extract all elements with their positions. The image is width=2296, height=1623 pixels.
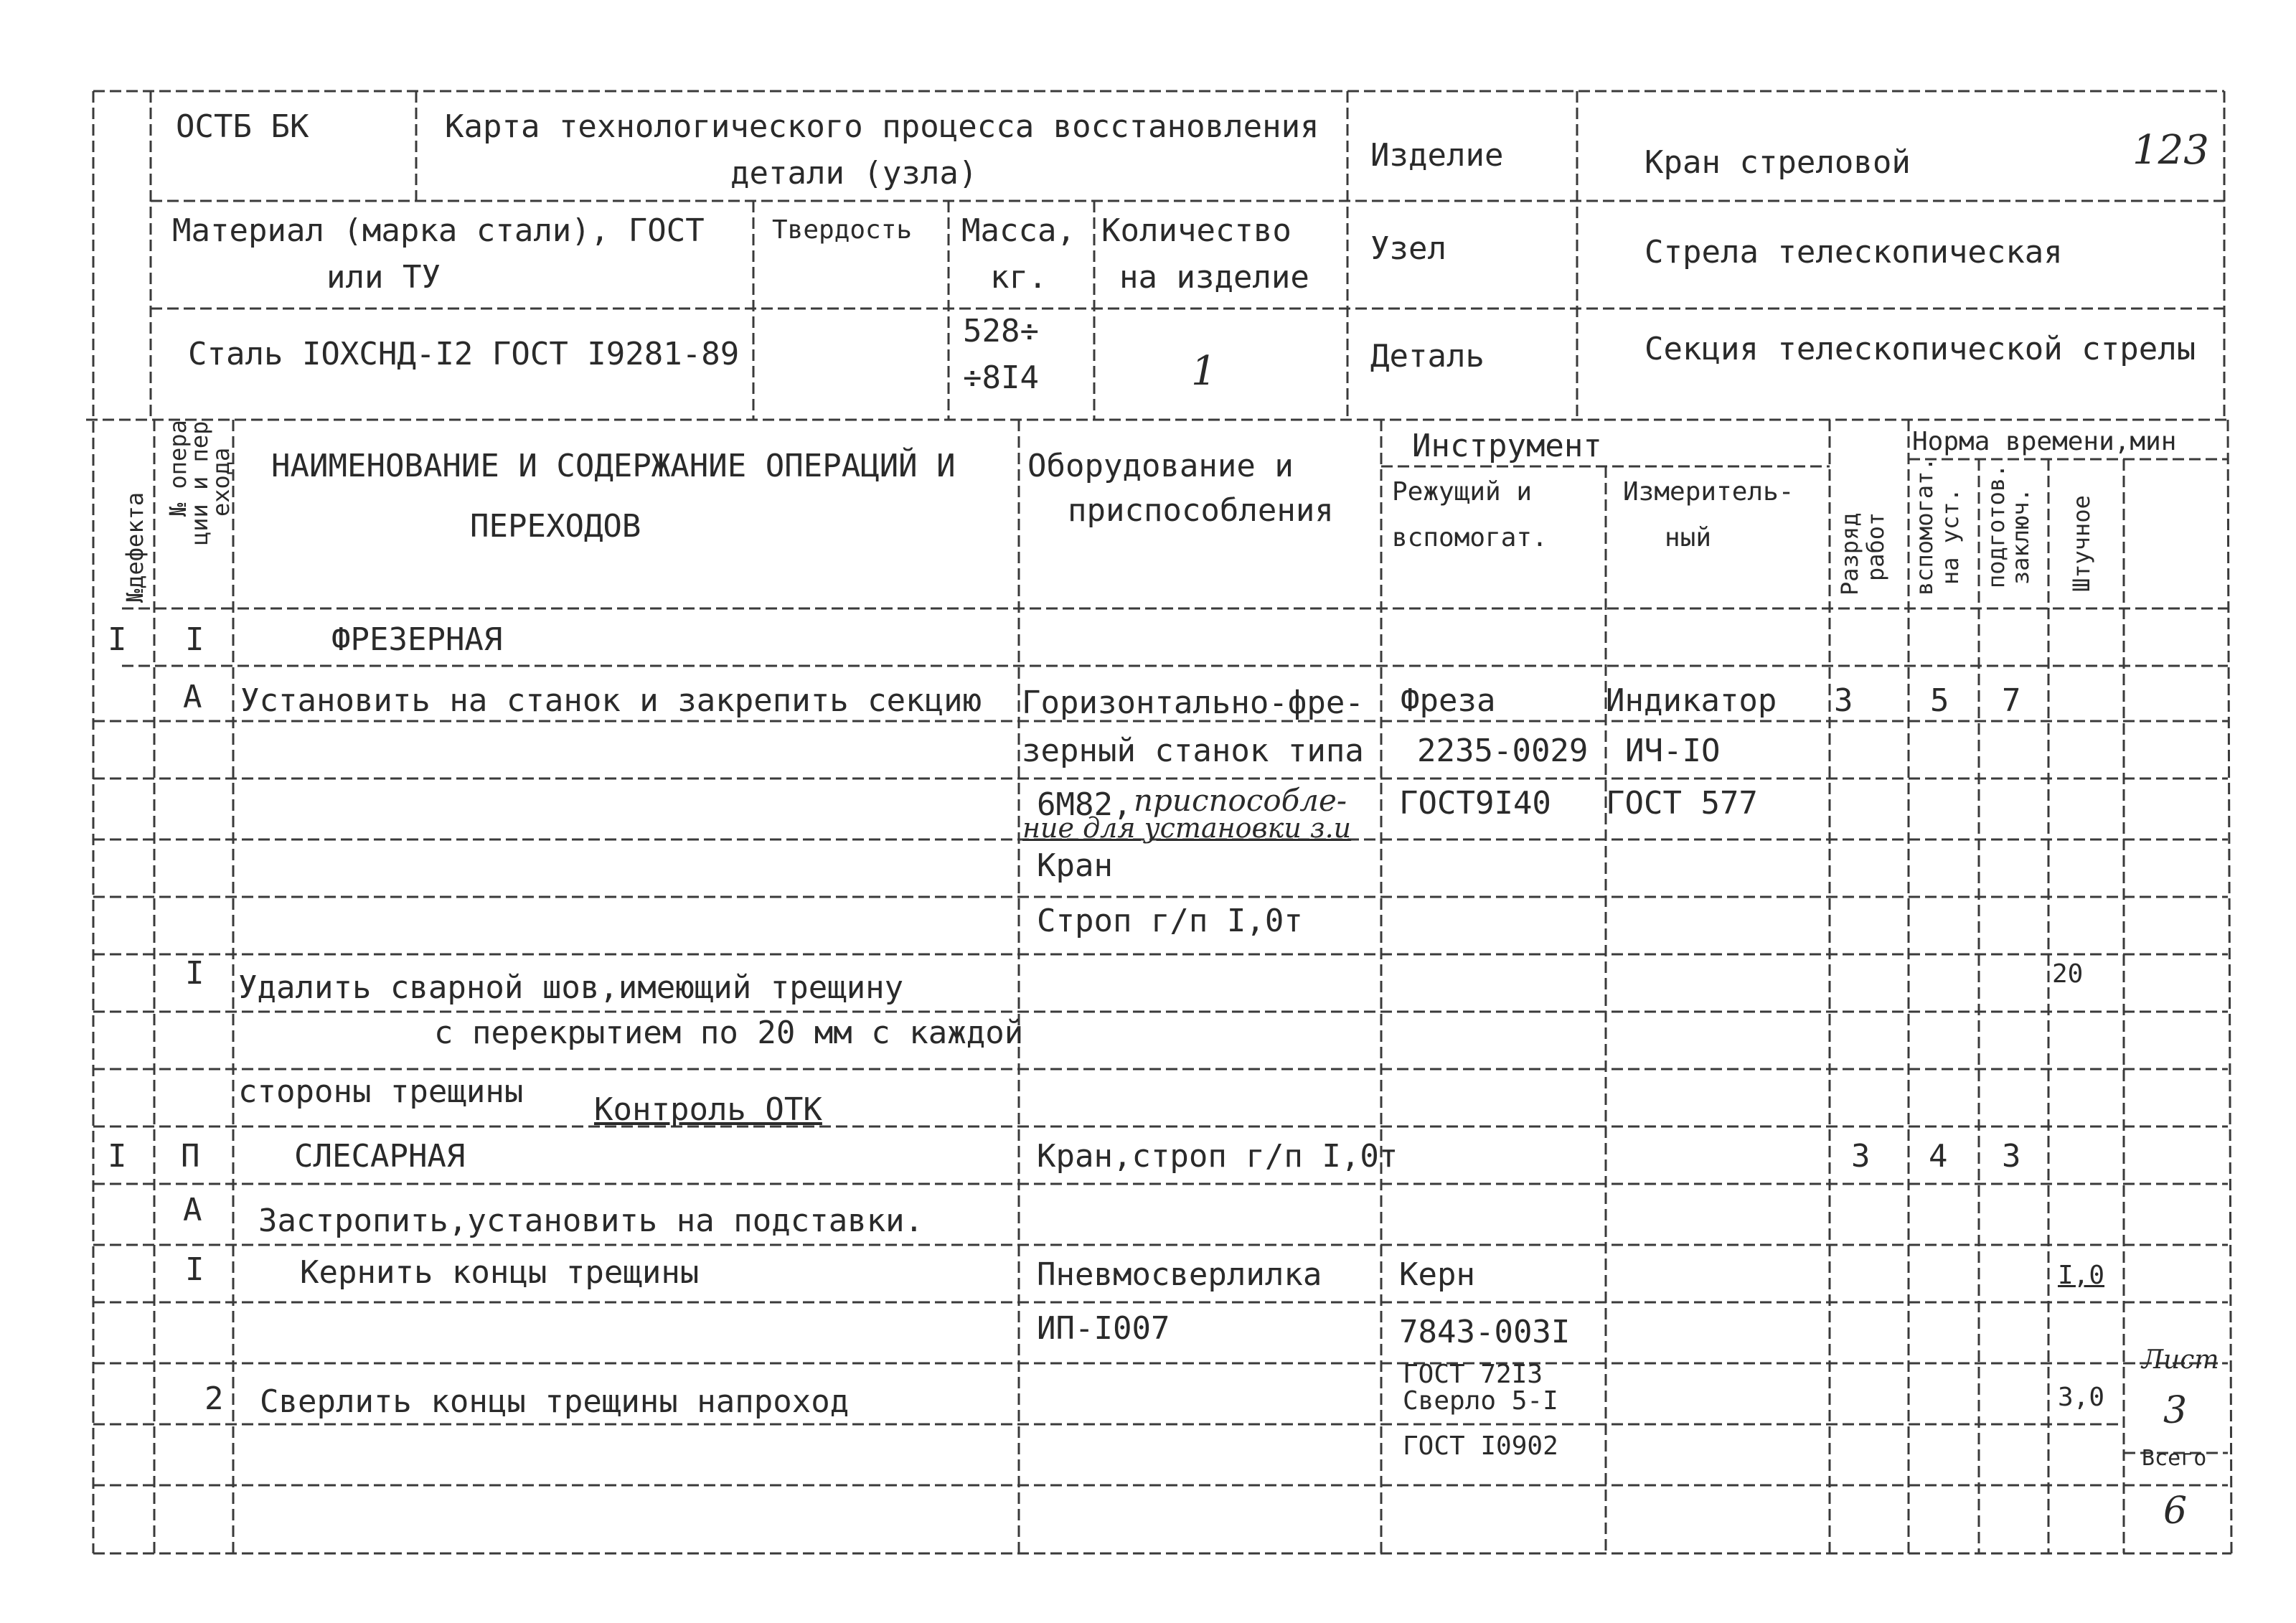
unit-label: Узел: [1370, 230, 1446, 267]
row-3-equipment-hand-line1: приспособле-: [1134, 783, 1347, 818]
row-8-name: стороны трещины: [238, 1073, 524, 1110]
row-3-equipment-hand-line2: ние для установки з.и: [1022, 812, 1352, 844]
sheet-total-value: 6: [2163, 1490, 2188, 1533]
row-9-name: СЛЕСАРНАЯ: [294, 1138, 466, 1175]
row-3-measuring: ГОСТ 577: [1606, 785, 1758, 822]
col-prep-line2: заключ.: [2007, 488, 2034, 585]
row-0-op: I: [185, 621, 204, 658]
row-1-name: Установить на станок и закрепить секцию: [240, 682, 982, 719]
mass-label-line1: Масса,: [961, 212, 1076, 249]
row-6-name: Удалить сварной шов,имеющий трещину: [238, 969, 904, 1006]
col-measuring-line1: Измеритель-: [1623, 477, 1794, 507]
row-6-op: I: [185, 955, 204, 992]
col-measuring-line2: ный: [1665, 523, 1712, 552]
mass-value-line2: ÷8I4: [963, 359, 1039, 396]
hardness-label: Твердость: [772, 215, 913, 245]
qty-label-line2: на изделие: [1119, 259, 1309, 296]
qty-value: 1: [1191, 348, 1217, 395]
row-3-equipment: 6М82,: [1037, 786, 1132, 823]
card-title-line2: детали (узла): [730, 155, 978, 192]
col-op-no-line1: № опера: [164, 420, 192, 517]
row-14-cutting: ГОСТ I0902: [1403, 1431, 1558, 1461]
row-9-defect: I: [108, 1138, 127, 1175]
row-5-equipment: Строп г/п I,0т: [1037, 903, 1303, 939]
col-aux-line2: на уст.: [1937, 488, 1964, 585]
row-1-aux: 5: [1930, 682, 1949, 719]
row-2-measuring: ИЧ-IO: [1625, 733, 1721, 769]
row-10-op: А: [183, 1192, 202, 1228]
mass-value-line1: 528÷: [963, 313, 1039, 349]
product-value: Кран стреловой: [1645, 144, 1911, 181]
row-11-cutting: Керн: [1399, 1256, 1475, 1293]
row-0-name: ФРЕЗЕРНАЯ: [331, 621, 503, 658]
col-instrument: Инструмент: [1412, 428, 1602, 464]
col-cutting-line2: вспомогат.: [1392, 523, 1548, 552]
part-value: Секция телескопической стрелы: [1645, 331, 2196, 367]
page-number: 123: [2132, 127, 2209, 174]
card-title-line1: Карта технологического процесса восстановления: [445, 108, 1319, 145]
col-grade-line1: Разряд: [1836, 512, 1863, 596]
col-grade-line2: работ: [1862, 512, 1889, 581]
sheet-label: Лист: [2142, 1345, 2219, 1375]
col-time-norm: Норма времени,мин: [1912, 427, 2177, 456]
row-9-grade: 3: [1851, 1138, 1871, 1175]
col-equipment-line1: Оборудование и: [1027, 448, 1294, 484]
row-10-name: Застропить,установить на подставки.: [258, 1203, 924, 1239]
col-prep-line1: подготов.: [1982, 464, 2010, 588]
material-label-line2: или ТУ: [326, 259, 441, 296]
row-1-grade: 3: [1834, 682, 1853, 719]
row-11-name: Кернить концы трещины: [300, 1254, 700, 1291]
row-9-equipment: Кран,строп г/п I,0т: [1037, 1138, 1398, 1175]
part-label: Деталь: [1370, 338, 1485, 375]
row-1-prep: 7: [2002, 682, 2021, 719]
col-name-line2: ПЕРЕХОДОВ: [470, 508, 641, 545]
org-code: ОСТБ БК: [176, 108, 309, 145]
material-label-line1: Материал (марка стали), ГОСТ: [172, 212, 705, 249]
sheet-value: 3: [2163, 1389, 2188, 1432]
row-11-op: I: [185, 1251, 204, 1288]
sheet-total-label: Всего: [2142, 1446, 2207, 1471]
row-13-cutting-line2: Сверло 5-I: [1403, 1386, 1558, 1416]
row-6-piece: 20: [2052, 959, 2084, 989]
row-0-defect: I: [108, 621, 127, 658]
row-2-cutting: 2235-0029: [1417, 733, 1589, 769]
material-value: Сталь IOXCНД-I2 ГОСТ I9281-89: [188, 336, 740, 372]
row-11-piece: I,0: [2058, 1261, 2105, 1290]
col-piece: Штучное: [2068, 495, 2095, 592]
col-defect-no: №дефекта: [121, 491, 149, 603]
row-2-equipment: зерный станок типа: [1022, 733, 1364, 769]
row-13-piece: 3,0: [2058, 1383, 2105, 1412]
row-12-equipment: ИП-I007: [1037, 1310, 1170, 1347]
col-aux-line1: вспомогат.: [1911, 457, 1938, 596]
mass-label-line2: кг.: [990, 259, 1048, 296]
row-13-name: Сверлить концы трещины напроход: [260, 1383, 850, 1420]
row-1-equipment: Горизонтально-фре-: [1022, 685, 1364, 721]
col-equipment-line2: приспособления: [1068, 492, 1334, 529]
product-label: Изделие: [1370, 137, 1504, 174]
row-13-op: 2: [204, 1380, 224, 1417]
row-1-measuring: Индикатор: [1606, 682, 1777, 719]
row-13-cutting-line1: ГОСТ 72I3: [1403, 1360, 1543, 1389]
row-3-cutting: ГОСТ9I40: [1399, 785, 1551, 822]
row-7-name: с перекрытием по 20 мм с каждой: [434, 1015, 1024, 1051]
row-11-equipment: Пневмосверлилка: [1037, 1256, 1322, 1293]
col-cutting-line1: Режущий и: [1392, 477, 1533, 507]
row-8-note: Контроль ОТК: [594, 1091, 822, 1128]
qty-label-line1: Количество: [1101, 212, 1292, 249]
col-op-no-line2: ции и пер: [186, 420, 213, 545]
col-op-no-line3: ехода: [207, 447, 235, 517]
row-9-aux: 4: [1929, 1138, 1948, 1175]
col-name-line1: НАИМЕНОВАНИЕ И СОДЕРЖАНИЕ ОПЕРАЦИЙ И: [271, 448, 956, 484]
unit-value: Стрела телескопическая: [1645, 234, 2063, 270]
row-4-equipment: Кран: [1037, 847, 1113, 884]
row-1-op: А: [183, 679, 202, 715]
row-9-prep: 3: [2002, 1138, 2021, 1175]
row-12-cutting: 7843-003I: [1399, 1314, 1571, 1350]
row-1-cutting: Фреза: [1401, 682, 1496, 719]
row-9-op: П: [181, 1138, 200, 1175]
